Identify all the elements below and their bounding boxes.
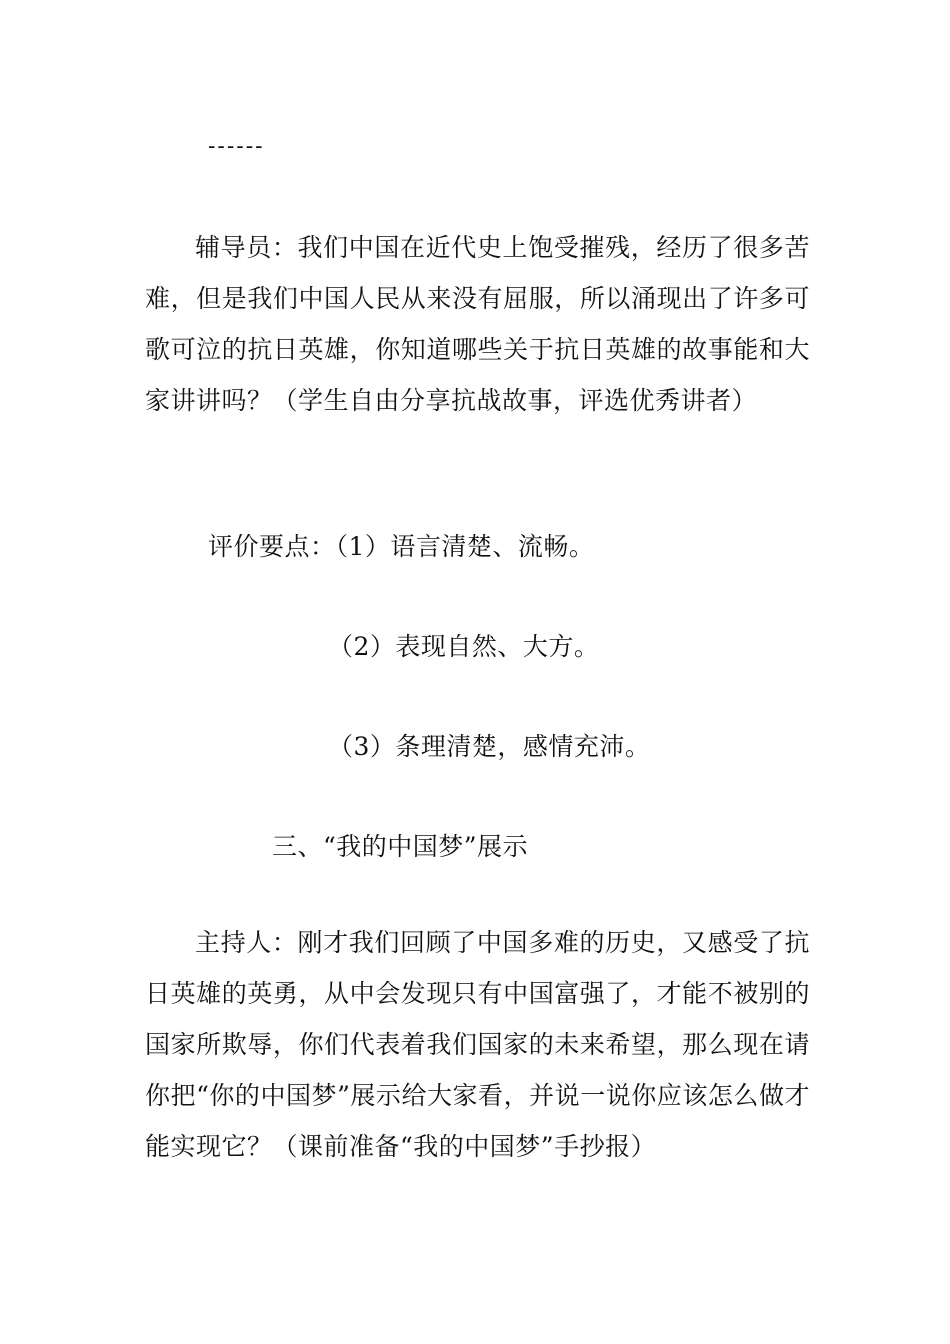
section-heading-chinese-dream: 三、“我的中国梦”展示	[272, 832, 529, 861]
evaluation-point-3: （3）条理清楚，感情充沛。	[328, 732, 651, 761]
separator-dashes: ------	[208, 134, 265, 159]
host-paragraph: 主持人：刚才我们回顾了中国多难的历史，又感受了抗日英雄的英勇，从中会发现只有中国富强了，才能不被别的国家所欺辱，你们代表着我们国家的未来希望，那么现在请你把“你的中国梦”展示给大家看，并说一说你应该怎么做才能实现它？（课前准备“我的中国梦”手抄报）	[145, 928, 810, 1161]
evaluation-point-2: （2）表现自然、大方。	[328, 632, 600, 661]
counselor-paragraph: 辅导员：我们中国在近代史上饱受摧残，经历了很多苦难，但是我们中国人民从来没有屈服，所以涌现出了许多可歌可泣的抗日英雄，你知道哪些关于抗日英雄的故事能和大家讲讲吗？（学生自由分享抗战故事，评选优秀讲者）	[145, 233, 810, 415]
evaluation-points-lead: 评价要点：（1）语言清楚、流畅。	[208, 532, 595, 561]
